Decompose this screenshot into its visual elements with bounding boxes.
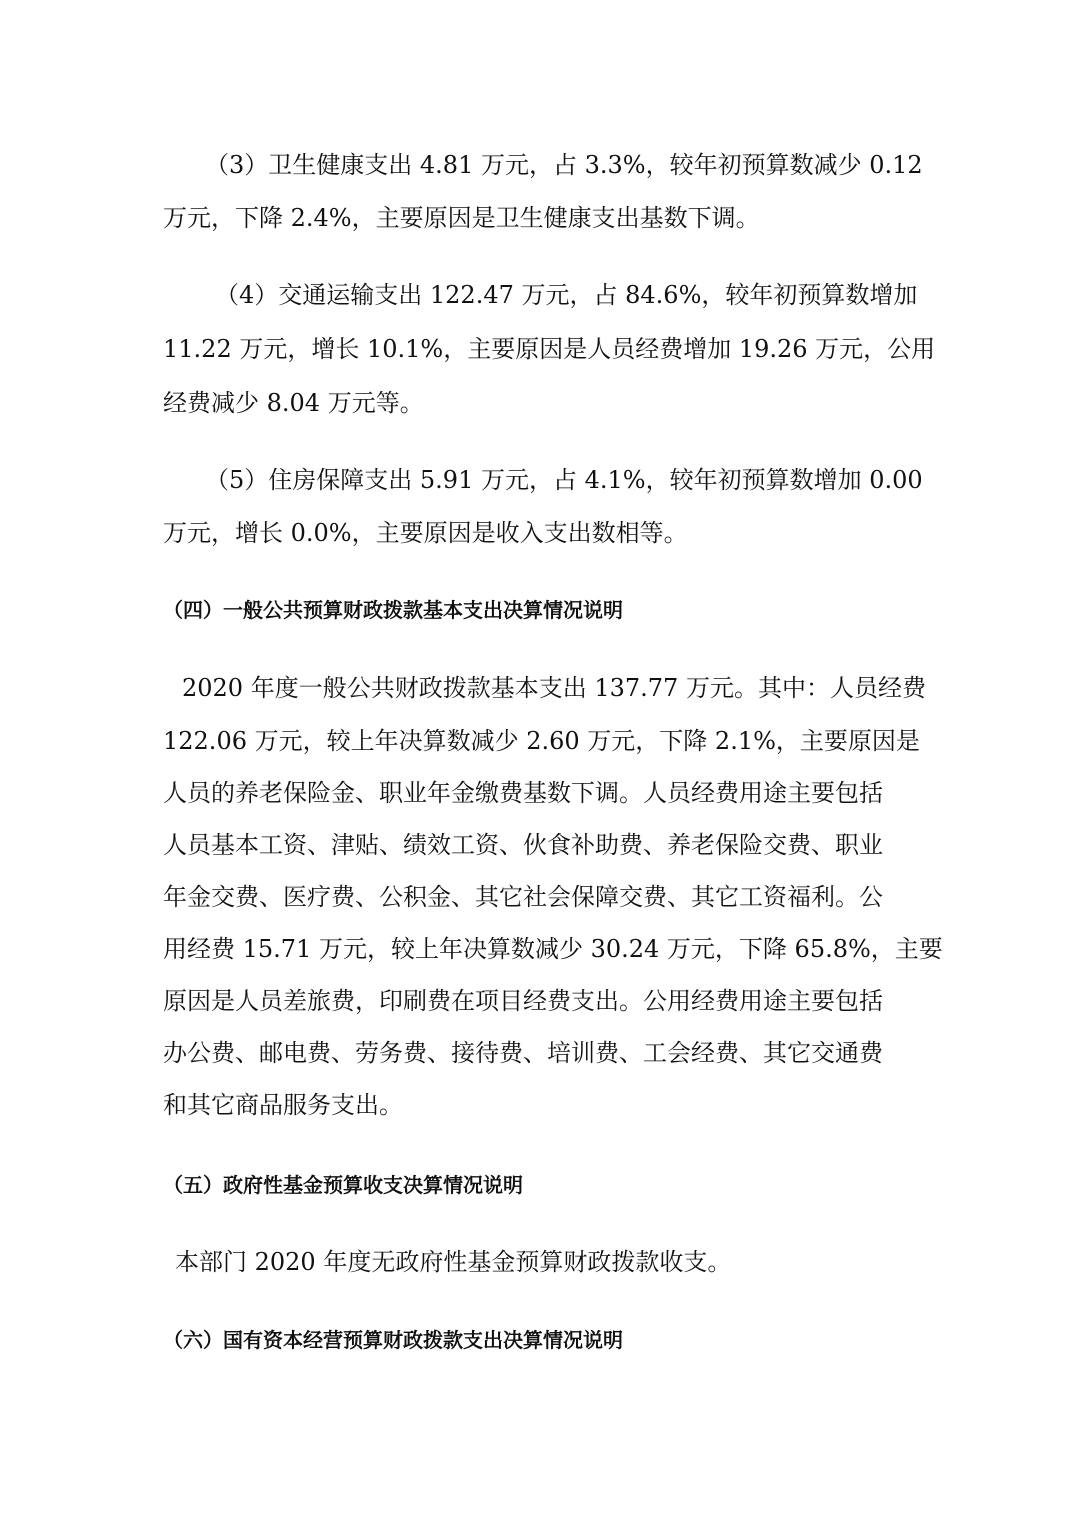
basic-line: 和其它商品服务支出。 <box>163 1091 403 1119</box>
basic-line: 办公费、邮电费、劳务费、接待费、培训费、工会经费、其它交通费 <box>163 1039 883 1067</box>
para5-line: （5）住房保障支出 5.91 万元，占 4.1%，较年初预算数增加 0.00 <box>205 466 923 494</box>
basic-line: 年金交费、医疗费、公积金、其它社会保障交费、其它工资福利。公 <box>163 883 883 911</box>
fund-paragraph: 本部门 2020 年度无政府性基金预算财政拨款收支。 <box>175 1248 732 1276</box>
basic-line: 人员基本工资、津贴、绩效工资、伙食补助费、养老保险交费、职业 <box>163 831 883 859</box>
para5-line: 万元，增长 0.0%，主要原因是收入支出数相等。 <box>163 519 688 547</box>
para4-line: （4）交通运输支出 122.47 万元，占 84.6%，较年初预算数增加 <box>215 281 918 309</box>
para3-line: 万元，下降 2.4%，主要原因是卫生健康支出基数下调。 <box>163 204 760 232</box>
basic-line: 人员的养老保险金、职业年金缴费基数下调。人员经费用途主要包括 <box>163 779 883 807</box>
para4-line: 11.22 万元，增长 10.1%，主要原因是人员经费增加 19.26 万元，公用 <box>163 335 936 363</box>
basic-line: 122.06 万元，较上年决算数减少 2.60 万元，下降 2.1%，主要原因是 <box>163 727 920 755</box>
section-heading-4: （四）一般公共预算财政拨款基本支出决算情况说明 <box>163 598 623 622</box>
section-heading-5: （五）政府性基金预算收支决算情况说明 <box>163 1173 523 1197</box>
section-heading-6: （六）国有资本经营预算财政拨款支出决算情况说明 <box>163 1328 623 1352</box>
basic-line: 2020 年度一般公共财政拨款基本支出 137.77 万元。其中：人员经费 <box>182 674 926 702</box>
para4-line: 经费减少 8.04 万元等。 <box>163 389 424 417</box>
para3-line: （3）卫生健康支出 4.81 万元，占 3.3%，较年初预算数减少 0.12 <box>205 151 923 179</box>
basic-line: 用经费 15.71 万元，较上年决算数减少 30.24 万元，下降 65.8%，主要 <box>163 935 943 963</box>
basic-line: 原因是人员差旅费，印刷费在项目经费支出。公用经费用途主要包括 <box>163 987 883 1015</box>
